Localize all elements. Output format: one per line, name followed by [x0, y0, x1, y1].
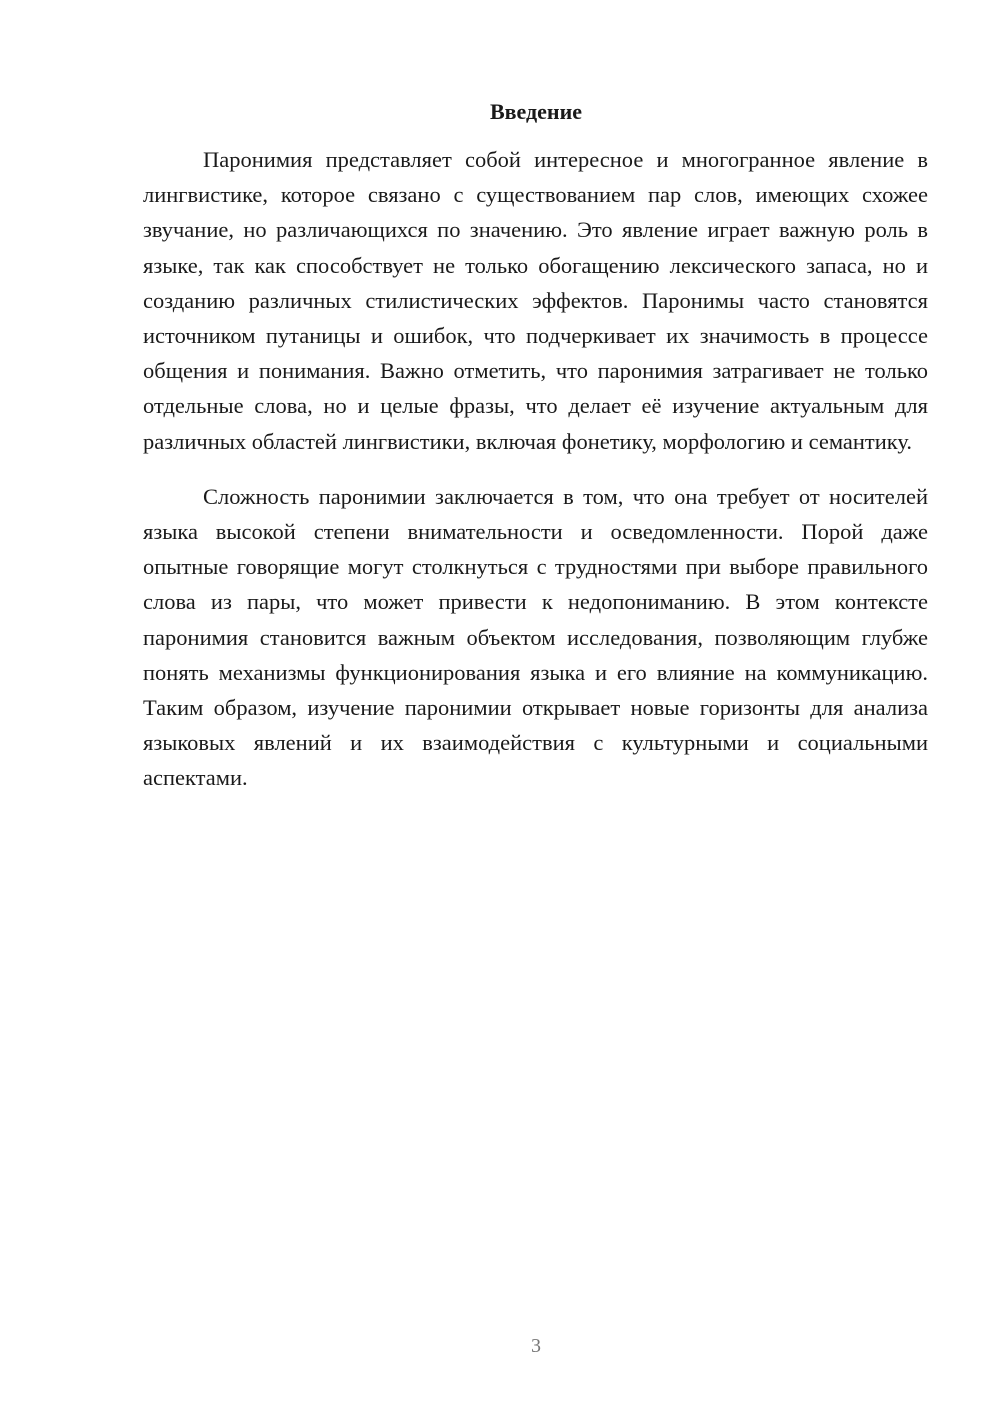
page-number: 3	[531, 1335, 541, 1357]
body-text	[143, 142, 928, 796]
paragraph-1: Паронимия представляет собой интересное и многогранное явление в лингвистике, которое связано с существованием пар слов, имеющих схожее звучание, но различающихся по значению. Это явление играет важную роль в языке, так как способствует не только обогащению лексического запаса, но и созданию различных стилистических эффектов. Паронимы часто становятся источником путаницы и ошибок, что подчеркивает их значимость в процессе общения и понимания. Важно отметить, что паронимия затрагивает не только отдельные слова, но и целые фразы, что делает её изучение актуальным для различных областей лингвистики, включая фонетику, морфологию и семантику.	[143, 147, 928, 454]
section-heading: Введение	[489, 99, 583, 124]
paragraph-2: Сложность паронимии заключается в том, что она требует от носителей языка высокой степени внимательности и осведомленности. Порой даже опытные говорящие могут столкнуться с трудностями при выборе правильного слова из пары, что может привести к недопониманию. В этом контексте паронимия становится важным объектом исследования, позволяющим глубже понять механизмы функционирования языка и его влияние на коммуникацию. Таким образом, изучение паронимии открывает новые горизонты для анализа языковых явлений и их взаимодействия с культурными и социальными аспектами.	[143, 483, 928, 791]
